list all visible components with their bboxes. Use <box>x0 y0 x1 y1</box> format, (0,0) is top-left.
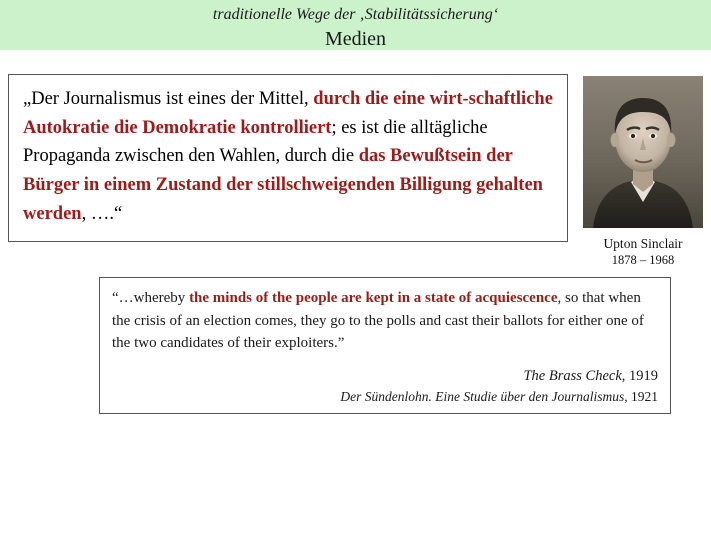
german-quote-part2: ; es ist die alltägliche Propaganda zwischen den Wahlen, durch die <box>23 117 488 167</box>
portrait-name: Upton Sinclair <box>603 236 683 251</box>
source-line-german <box>112 388 658 406</box>
english-quote-highlight1: the minds of the people are kept in a state of acquiescence <box>189 290 558 306</box>
source-year-german: , 1921 <box>624 389 658 405</box>
source-title-german: Der Sündenlohn. Eine Studie über den Journalismus <box>340 389 625 405</box>
english-quote-box <box>99 277 671 414</box>
source-line-english <box>112 367 658 387</box>
portrait-caption <box>575 236 711 269</box>
german-quote-part1: „Der Journalismus ist eines der Mittel, <box>23 89 314 109</box>
source-year-english: , 1919 <box>621 367 658 384</box>
german-quote-highlight1: durch die eine wirt-schaftliche Autokratie die Demokratie kontrolliert <box>23 89 553 138</box>
header-subtitle: traditionelle Wege der ‚Stabilitätssicherung‘ <box>212 6 499 23</box>
header-band <box>0 0 711 50</box>
english-quote-part2: , so that when the crisis of an election comes, they go to the polls and cast their ballots for either one of the two candidates of their exploiters.” <box>112 290 644 351</box>
german-quote-part3: , ….“ <box>81 203 123 224</box>
portrait-dates: 1878 – 1968 <box>611 252 675 267</box>
german-quote-highlight2: das Bewußtsein der Bürger in einem Zustand der stillschweigenden Billigung gehalten werden <box>23 146 543 224</box>
english-quote-text <box>112 287 658 355</box>
german-quote-text <box>23 85 553 228</box>
german-quote-box <box>8 74 568 242</box>
english-quote-part1: “…whereby <box>112 290 190 306</box>
portrait-photo-upton-sinclair <box>583 76 703 228</box>
page-title: Medien <box>324 27 387 50</box>
source-title-english: The Brass Check <box>523 367 622 384</box>
portrait-frame <box>583 76 703 228</box>
